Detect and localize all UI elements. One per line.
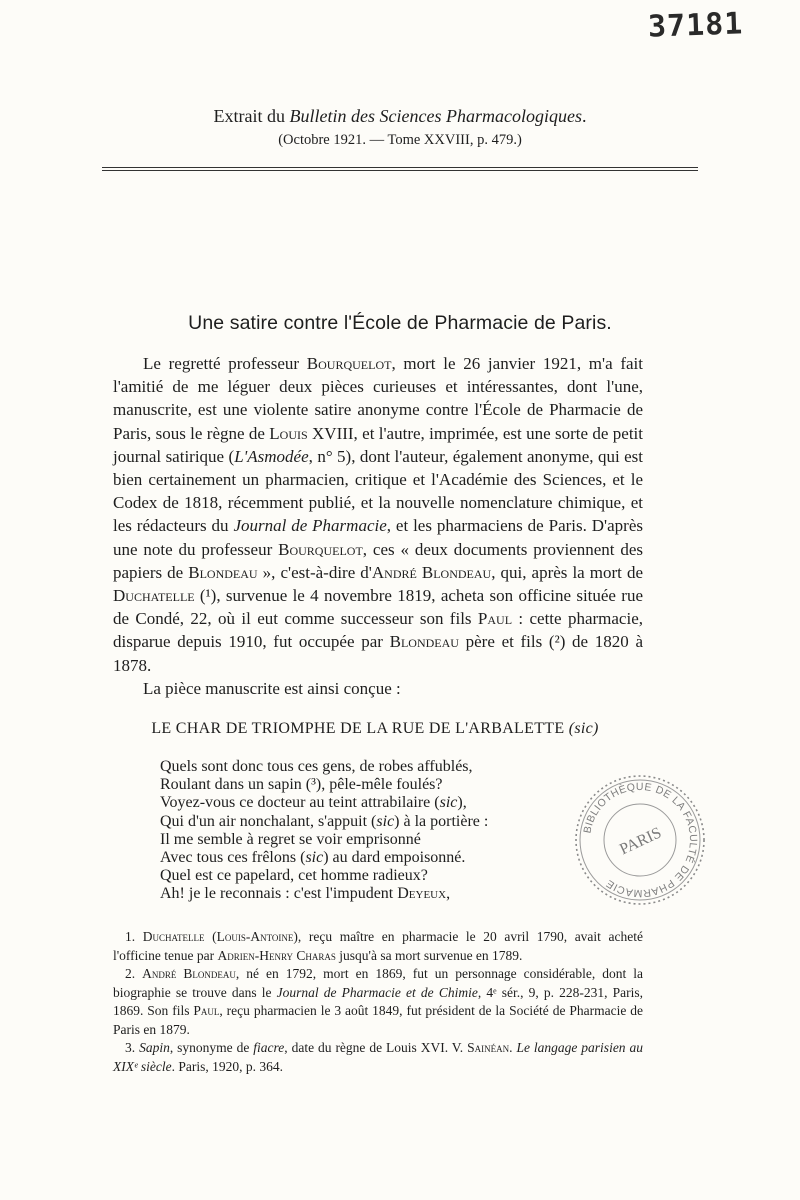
handwritten-page-number: 37181 xyxy=(647,6,744,45)
term-sapin: Sapin xyxy=(139,1040,170,1055)
poem-line: Quels sont donc tous ces gens, de robes affublés, xyxy=(160,758,473,775)
name-louis: Louis xyxy=(269,423,308,443)
poem-title-sic: (sic) xyxy=(568,720,599,737)
text-run: 3. xyxy=(125,1040,140,1055)
name-paul: Paul xyxy=(477,609,513,629)
text-run: , reçu maître en pharmacie le 20 avril 1790, avait acheté l'officine tenue par xyxy=(113,929,643,963)
name-blondeau-2: Blondeau xyxy=(389,632,459,652)
name-blondeau: Blondeau xyxy=(188,562,258,582)
footnote-2 xyxy=(113,965,643,1039)
text-run: , né en 1792, mort en 1869, fut un personnage considérable, dont la biographie se trouve dans le xyxy=(113,966,644,1000)
text-run: , et les pharmaciens de Paris. D'après une note du professeur xyxy=(113,516,643,559)
text-run: , mort le 26 janvier 1921, m'a fait l'amitié de me léguer deux pièces curieuses et intéressantes, dont l'une, manuscrite, est une violente satire anonyme contre l'École de Pharmacie de Paris, sous le règne de xyxy=(113,354,643,443)
title-journal-pharmacie: Journal de Pharmacie xyxy=(233,516,387,536)
text-run: jusqu'à sa mort survenue en 1789. xyxy=(335,947,523,963)
name-andre-blondeau: André Blondeau xyxy=(142,966,236,981)
text-run: , date du règne de Louis XVI. V. xyxy=(284,1040,468,1055)
text-run: (¹), survenue le 4 novembre 1819, acheta son officine située rue de Condé, 22, où il eut comme successeur son fils xyxy=(113,586,643,629)
stamp-outer-textpath: BIBLIOTHÈQUE DE LA FACULTÉ DE PHARMACIE xyxy=(581,780,700,900)
name-deyeux: Deyeux xyxy=(397,885,447,903)
text-run: . xyxy=(509,1040,517,1055)
text-run: , synonyme de xyxy=(169,1040,254,1055)
text-run: ) au dard empoisonné. xyxy=(323,849,466,867)
name-saineau: Sainéan xyxy=(467,1040,510,1055)
title-journal-pharmacie-chimie: Journal de Pharmacie et de Chimie xyxy=(276,984,478,1000)
paragraph-1 xyxy=(113,352,643,677)
poem-line xyxy=(160,849,580,867)
footnote-1 xyxy=(113,928,643,965)
text-run: Le regretté professeur xyxy=(143,354,307,373)
name-paul: Paul xyxy=(193,1003,220,1018)
text-run: . Paris, 1920, p. 364. xyxy=(171,1058,284,1074)
text-run: XVIII, et l'autre, imprimée, est une sorte de petit journal satirique ( xyxy=(113,423,643,466)
paragraph-2: La pièce manuscrite est ainsi conçue : xyxy=(143,678,401,698)
header-double-rule xyxy=(102,167,698,171)
poem-line: Quel est ce papelard, cet homme radieux? xyxy=(160,867,428,885)
footnotes xyxy=(113,928,643,1076)
text-run: ), xyxy=(457,794,467,812)
text-run: , 4ᵉ sér., 9, p. 228-231, Paris, 1869. Son fils xyxy=(113,984,643,1018)
article-title: Une satire contre l'École de Pharmacie de Paris. xyxy=(188,312,612,334)
text-run: , n° 5), dont l'auteur, également anonyme, qui est bien certainement un pharmacien, critique et l'Académie des Sciences, et le Codex de 1818, récemment publié, et la nouvelle nomenclature chimique, et les rédacteurs du xyxy=(113,446,643,536)
text-run: , qui, après la mort de xyxy=(491,562,643,582)
sic-mark: sic xyxy=(376,812,395,830)
text-run: , reçu pharmacien le 3 août 1849, fut président de la Société de Pharmacie de Paris en 1879. xyxy=(113,1003,643,1037)
poem-title-text: LE CHAR DE TRIOMPHE DE LA RUE DE L'ARBALETTE xyxy=(151,720,569,737)
text-run: Avec tous ces frêlons ( xyxy=(160,849,306,867)
text-run: , ces « deux documents proviennent des papiers de xyxy=(113,539,644,582)
text-run: Ah! je le reconnais : c'est l'impudent xyxy=(160,885,398,903)
sic-mark: sic xyxy=(439,794,458,812)
poem-line: Roulant dans un sapin (³), pêle-mêle foulés? xyxy=(160,776,443,794)
text-run: ) à la portière : xyxy=(394,812,489,830)
text-run: : cette pharmacie, disparue depuis 1910, fut occupée par xyxy=(113,609,643,652)
text-run: 1. xyxy=(125,929,143,944)
name-bourquelot-2: Bourquelot xyxy=(278,539,363,559)
poem xyxy=(160,758,580,904)
header-citation-line: (Octobre 1921. — Tome XXVIII, p. 479.) xyxy=(278,132,522,148)
title-langage-parisien: Le langage parisien au XIXᵉ siècle xyxy=(113,1040,643,1074)
poem-line: Il me semble à regret se voir emprisonné xyxy=(160,830,421,848)
name-bourquelot: Bourquelot xyxy=(306,354,392,373)
poem-line xyxy=(160,885,580,903)
footnote-3 xyxy=(113,1039,643,1076)
header-extract-line xyxy=(0,106,800,127)
header-suffix: . xyxy=(581,106,587,126)
library-stamp xyxy=(570,770,710,910)
text-run: Qui d'un air nonchalant, s'appuit ( xyxy=(160,812,377,830)
name-duchatelle: Duchatelle xyxy=(113,586,195,606)
article-body xyxy=(113,352,643,700)
header-journal: Bulletin des Sciences Pharmacologiques xyxy=(289,106,582,126)
text-run: », c'est-à-dire d' xyxy=(257,562,372,582)
name-charas: Adrien-Henry Charas xyxy=(217,947,336,963)
name-andre-blondeau: André Blondeau xyxy=(371,562,492,582)
poem-title xyxy=(0,720,750,738)
text-run: 2. xyxy=(125,966,143,981)
poem-line xyxy=(160,794,580,812)
name-duchatelle-full: Duchatelle (Louis-Antoine) xyxy=(142,929,298,944)
header-prefix: Extrait du xyxy=(213,106,290,126)
stamp-center-text: PARIS xyxy=(617,824,665,859)
text-run: Voyez-vous ce docteur au teint attrabilaire ( xyxy=(160,794,440,812)
title-asmodee: L'Asmodée xyxy=(234,446,309,466)
term-fiacre: fiacre xyxy=(253,1040,285,1055)
text-run: , xyxy=(446,885,451,903)
poem-line xyxy=(160,813,580,831)
text-run: père et fils (²) de 1820 à 1878. xyxy=(113,632,643,675)
sic-mark: sic xyxy=(305,849,324,867)
